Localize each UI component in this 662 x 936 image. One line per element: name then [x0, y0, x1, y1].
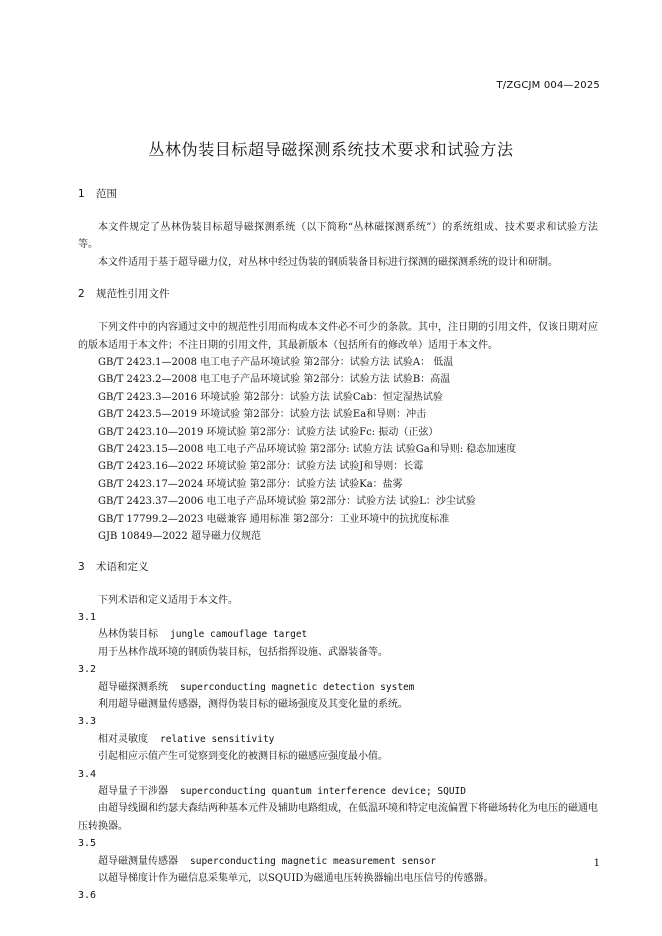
term-english: superconducting quantum interference device; SQUID — [180, 785, 466, 797]
term-name — [78, 679, 598, 696]
paragraph: 本文件规定了丛林伪装目标超导磁探测系统（以下简称“丛林磁探测系统”）的系统组成、技术要求和试验方法等。 — [78, 222, 598, 251]
section-number: 3 — [78, 560, 85, 573]
term-definition: 由超导线圈和约瑟夫森结两种基本元件及辅助电路组成，在低温环境和特定电流偏置下将磁场转化为电压的磁通电压转换器。 — [78, 803, 598, 832]
document-code: T/ZGCJM 004—2025 — [496, 80, 600, 91]
reference-item: GB/T 2423.2—2008 电工电子产品环境试验 第2部分：试验方法 试验B：高温 — [98, 374, 451, 386]
reference-item: GB/T 2423.15—2008 电工电子产品环境试验 第2部分: 试验方法 试验Ga和导则: 稳态加速度 — [98, 444, 517, 456]
section-3-heading — [78, 558, 598, 576]
term-chinese: 相对灵敏度 — [98, 733, 148, 745]
term-definition: 用于丛林作战环境的钢质伪装目标，包括指挥设施、武器装备等。 — [98, 646, 388, 658]
reference-item: GB/T 2423.1—2008 电工电子产品环境试验 第2部分：试验方法 试验A： 低温 — [98, 357, 454, 369]
term-name — [78, 853, 598, 870]
reference-item: GB/T 2423.37—2006 电工电子产品环境试验 第2部分：试验方法 试验L：沙尘试验 — [98, 496, 476, 508]
reference-item: GB/T 17799.2—2023 电磁兼容 通用标准 第2部分：工业环境中的抗扰度标准 — [98, 513, 450, 525]
reference-item: GB/T 2423.5—2019 环境试验 第2部分：试验方法 试验Ea和导则：冲击 — [98, 409, 427, 421]
term-english: superconducting magnetic detection system — [180, 681, 415, 693]
term-name — [78, 626, 598, 643]
document-title: 丛林伪装目标超导磁探测系统技术要求和试验方法 — [148, 140, 514, 159]
term-definition: 以超导梯度计作为磁信息采集单元，以SQUID为磁通电压转换器输出电压信号的传感器。 — [98, 873, 494, 884]
section-title: 术语和定义 — [96, 560, 149, 573]
term-number: 3.3 — [78, 716, 97, 728]
term-chinese: 超导磁测量传感器 — [98, 855, 178, 867]
term-name — [78, 783, 598, 800]
page-number: 1 — [593, 858, 600, 869]
term-chinese: 超导量子干涉器 — [98, 785, 168, 797]
reference-item: GB/T 2423.17—2024 环境试验 第2部分：试验方法 试验Ka：盐雾 — [98, 478, 403, 490]
reference-item: GJB 10849—2022 超导磁力仪规范 — [98, 531, 261, 543]
paragraph: 下列术语和定义适用于本文件。 — [98, 594, 238, 606]
reference-item: GB/T 2423.3—2016 环境试验 第2部分：试验方法 试验Cab：恒定湿热试验 — [98, 391, 443, 403]
paragraph: 下列文件中的内容通过文中的规范性引用而构成本文件必不可少的条款。其中，注日期的引用文件，仅该日期对应的版本适用于本文件；不注日期的引用文件，其最新版本（包括所有的修改单）适用于本文件。 — [78, 322, 598, 351]
section-title: 范围 — [96, 188, 117, 200]
term-definition: 利用超导磁测量传感器，测得伪装目标的磁场强度及其变化量的系统。 — [98, 698, 408, 710]
paragraph: 本文件适用于基于超导磁力仪，对丛林中经过伪装的钢质装备目标进行探测的磁探测系统的设计和研制。 — [98, 256, 558, 268]
term-english: jungle camouflage target — [170, 629, 308, 641]
section-2-heading — [78, 285, 598, 303]
term-number: 3.4 — [78, 768, 97, 780]
term-number: 3.5 — [78, 838, 97, 850]
term-name — [78, 731, 598, 748]
section-title: 规范性引用文件 — [96, 288, 170, 301]
section-1-heading — [78, 185, 598, 203]
term-chinese: 丛林伪装目标 — [98, 629, 158, 641]
section-number: 1 — [78, 188, 85, 200]
term-number: 3.2 — [78, 664, 97, 676]
document-body — [78, 185, 598, 905]
term-number: 3.1 — [78, 611, 97, 623]
term-definition: 引起相应示值产生可觉察到变化的被测目标的磁感应强度最小值。 — [98, 751, 388, 763]
section-number: 2 — [78, 288, 85, 301]
term-chinese: 超导磁探测系统 — [98, 681, 168, 693]
reference-item: GB/T 2423.16—2022 环境试验 第2部分：试验方法 试验J和导则：长霉 — [98, 461, 424, 473]
reference-item: GB/T 2423.10—2019 环境试验 第2部分：试验方法 试验Fc: 振动（正弦） — [98, 426, 439, 438]
term-number: 3.6 — [78, 890, 97, 902]
term-english: superconducting magnetic measurement sensor — [190, 855, 436, 867]
term-english: relative sensitivity — [160, 733, 275, 745]
